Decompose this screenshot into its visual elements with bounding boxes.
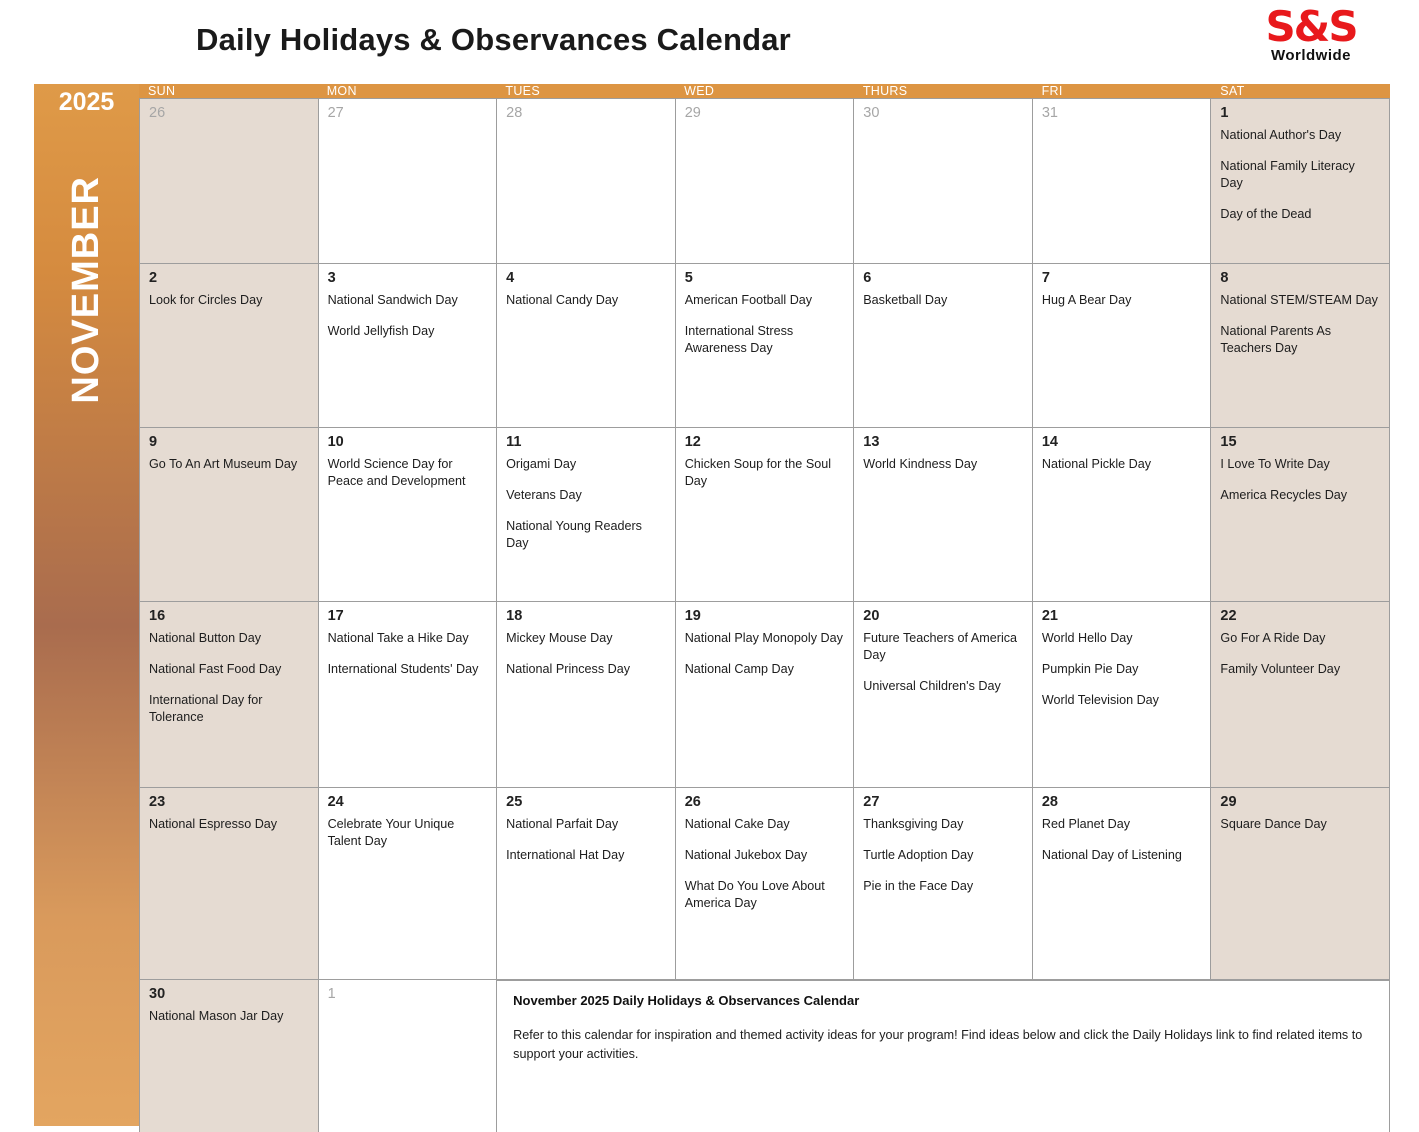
month-strip — [34, 84, 139, 1126]
event-label: National Day of Listening — [1041, 847, 1182, 862]
day-cell — [854, 428, 1033, 602]
footer-note — [497, 980, 1390, 1132]
event-label: World Hello Day — [1041, 631, 1133, 645]
day-cell — [140, 98, 319, 264]
day-number: 13 — [863, 434, 880, 450]
day-number: 2 — [149, 270, 158, 286]
day-number: 23 — [149, 794, 166, 810]
week-row — [139, 602, 1390, 788]
event-label: American Football Day — [684, 293, 813, 307]
day-number: 18 — [506, 608, 523, 624]
weekday-header: THURS — [862, 84, 908, 98]
event-label: National STEM/STEAM Day — [1220, 293, 1378, 307]
event-label: Origami Day — [506, 457, 577, 471]
event-label: Veterans Day — [506, 487, 582, 502]
day-number: 28 — [506, 105, 523, 121]
event-label: Square Dance Day — [1220, 817, 1327, 831]
event-label: International Hat Day — [506, 847, 625, 862]
weekday-header: MON — [326, 84, 357, 98]
weekday-header-row — [139, 84, 1390, 98]
event-label: World Television Day — [1041, 692, 1159, 707]
day-cell — [319, 602, 498, 788]
weekday-header: FRI — [1041, 84, 1063, 98]
day-number: 24 — [327, 794, 344, 810]
event-label: World Kindness Day — [863, 457, 978, 471]
event-label: Basketball Day — [863, 293, 948, 307]
day-number: 5 — [684, 270, 693, 286]
day-number: 20 — [863, 608, 880, 624]
event-label: National Take a Hike Day — [327, 631, 469, 645]
day-number: 7 — [1041, 270, 1050, 286]
event-label: National Parents As Teachers Day — [1220, 323, 1332, 355]
day-cell — [676, 98, 855, 264]
calendar-grid — [139, 84, 1390, 1126]
event-label: National Candy Day — [506, 293, 619, 307]
day-number: 30 — [149, 986, 166, 1002]
event-label: National Cake Day — [684, 817, 790, 831]
day-cell — [1033, 788, 1212, 980]
day-cell — [140, 264, 319, 428]
day-number: 26 — [684, 794, 701, 810]
day-cell — [140, 428, 319, 602]
page-title: Daily Holidays & Observances Calendar — [196, 22, 791, 57]
weekday-header: TUES — [505, 84, 540, 98]
day-cell — [1211, 264, 1390, 428]
day-cell — [676, 264, 855, 428]
day-number: 25 — [506, 794, 523, 810]
day-number: 27 — [863, 794, 880, 810]
event-label: National Pickle Day — [1041, 457, 1152, 471]
day-number: 19 — [684, 608, 701, 624]
day-cell — [676, 428, 855, 602]
weekday-header: SAT — [1220, 84, 1245, 98]
event-label: What Do You Love About America Day — [684, 878, 825, 910]
event-label: National Mason Jar Day — [149, 1009, 284, 1023]
day-cell — [497, 428, 676, 602]
day-cell — [319, 98, 498, 264]
event-label: Future Teachers of America Day — [863, 631, 1018, 662]
event-label: World Jellyfish Day — [327, 323, 435, 338]
day-number: 12 — [684, 434, 701, 450]
event-label: Hug A Bear Day — [1041, 293, 1132, 307]
day-number: 1 — [1220, 105, 1229, 121]
event-label: International Day for Tolerance — [149, 692, 263, 724]
event-label: I Love To Write Day — [1220, 457, 1330, 471]
day-number: 8 — [1220, 270, 1229, 286]
day-number: 17 — [327, 608, 344, 624]
day-number: 1 — [327, 986, 336, 1002]
day-cell — [1211, 788, 1390, 980]
week-row — [139, 264, 1390, 428]
day-cell — [319, 428, 498, 602]
event-label: Mickey Mouse Day — [506, 631, 613, 645]
day-number: 9 — [149, 434, 158, 450]
event-label: Turtle Adoption Day — [863, 847, 974, 862]
day-cell — [497, 602, 676, 788]
event-label: National Button Day — [149, 631, 262, 645]
event-label: National Play Monopoly Day — [684, 631, 843, 645]
weekday-header: WED — [684, 84, 715, 98]
month-label — [34, 176, 139, 414]
day-number: 30 — [863, 105, 880, 121]
event-label: Red Planet Day — [1041, 817, 1131, 831]
event-label: International Students' Day — [327, 661, 479, 676]
event-label: National Princess Day — [506, 661, 631, 676]
day-number: 3 — [327, 270, 336, 286]
day-cell — [1211, 428, 1390, 602]
day-number: 15 — [1220, 434, 1237, 450]
event-label: Pie in the Face Day — [863, 878, 974, 893]
event-label: National Fast Food Day — [149, 661, 282, 676]
day-cell — [1033, 602, 1212, 788]
day-number: 21 — [1041, 608, 1058, 624]
day-number: 16 — [149, 608, 166, 624]
day-cell — [854, 98, 1033, 264]
brand-subtitle: Worldwide — [1270, 47, 1352, 64]
event-label: World Science Day for Peace and Development — [327, 457, 466, 488]
week-row — [139, 788, 1390, 980]
day-cell — [1211, 602, 1390, 788]
day-cell — [497, 98, 676, 264]
event-label: Pumpkin Pie Day — [1041, 661, 1139, 676]
month-label-text: NOVEMBER — [65, 176, 107, 404]
day-cell — [1033, 428, 1212, 602]
week-row-final — [139, 980, 1390, 1132]
day-number: 29 — [684, 105, 701, 121]
day-number: 29 — [1220, 794, 1237, 810]
day-number: 28 — [1041, 794, 1058, 810]
day-cell — [854, 264, 1033, 428]
brand-mark: S&S — [1265, 2, 1357, 51]
day-cell — [1033, 98, 1212, 264]
day-cell — [497, 788, 676, 980]
day-cell — [676, 788, 855, 980]
day-cell — [1211, 98, 1390, 264]
event-label: National Espresso Day — [149, 817, 278, 831]
day-cell — [140, 788, 319, 980]
event-label: Family Volunteer Day — [1220, 661, 1341, 676]
event-label: National Jukebox Day — [684, 847, 808, 862]
event-label: Celebrate Your Unique Talent Day — [327, 817, 455, 848]
week-row — [139, 98, 1390, 264]
event-label: National Parfait Day — [506, 817, 619, 831]
calendar — [34, 84, 1390, 1126]
event-label: National Author's Day — [1220, 128, 1342, 142]
day-cell — [497, 264, 676, 428]
day-number: 14 — [1041, 434, 1058, 450]
day-number: 10 — [327, 434, 344, 450]
week-row — [139, 428, 1390, 602]
day-cell — [854, 788, 1033, 980]
event-label: Chicken Soup for the Soul Day — [684, 457, 832, 488]
event-label: Universal Children's Day — [863, 678, 1001, 693]
event-label: Day of the Dead — [1220, 206, 1312, 221]
day-number: 11 — [506, 434, 522, 450]
day-number: 4 — [506, 270, 515, 286]
day-cell — [676, 602, 855, 788]
week-rows — [139, 98, 1390, 1132]
day-number: 31 — [1041, 105, 1058, 121]
footer-note-body: Refer to this calendar for inspiration and themed activity ideas for your program! Find ideas below and click the Daily Holidays link to find related items to support your activities. — [513, 1028, 1363, 1061]
day-cell — [1033, 264, 1212, 428]
day-number: 6 — [863, 270, 872, 286]
footer-note-title: November 2025 Daily Holidays & Observances Calendar — [513, 993, 860, 1008]
day-number: 26 — [149, 105, 166, 121]
event-label: Go To An Art Museum Day — [149, 457, 298, 471]
event-label: International Stress Awareness Day — [684, 323, 794, 355]
day-cell — [140, 602, 319, 788]
day-cell — [854, 602, 1033, 788]
day-number: 27 — [327, 105, 344, 121]
day-cell — [319, 980, 498, 1132]
event-label: National Sandwich Day — [327, 293, 458, 307]
day-cell — [140, 980, 319, 1132]
event-label: Thanksgiving Day — [863, 817, 964, 831]
event-label: America Recycles Day — [1220, 487, 1348, 502]
logo — [1251, 2, 1371, 64]
event-label: National Camp Day — [684, 661, 794, 676]
year-label: 2025 — [58, 88, 115, 116]
event-label: National Young Readers Day — [506, 518, 642, 550]
day-cell — [319, 788, 498, 980]
day-number: 22 — [1220, 608, 1237, 624]
event-label: Look for Circles Day — [149, 293, 263, 307]
event-label: Go For A Ride Day — [1220, 631, 1326, 645]
document-header — [0, 0, 1419, 84]
weekday-header: SUN — [148, 84, 176, 98]
event-label: National Family Literacy Day — [1220, 158, 1355, 190]
day-cell — [319, 264, 498, 428]
